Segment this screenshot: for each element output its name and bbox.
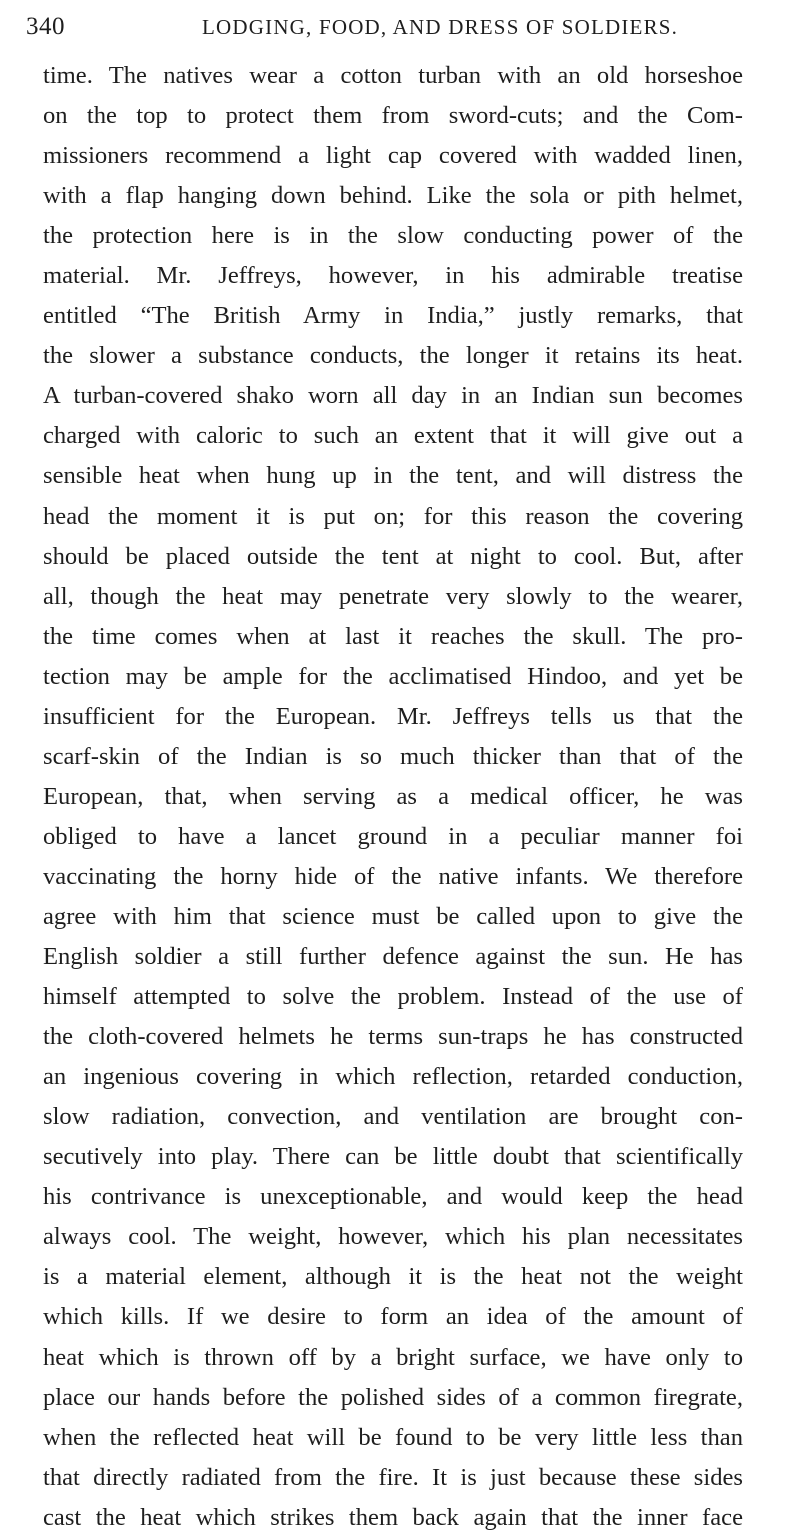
running-title: LODGING, FOOD, AND DRESS OF SOLDIERS.	[202, 15, 679, 39]
text-line: English soldier a still further defence against the sun. He has	[43, 943, 743, 971]
running-head	[26, 10, 746, 44]
text-line: slow radiation, convection, and ventilation are brought con-	[43, 1103, 743, 1131]
text-line: the cloth-covered helmets he terms sun-traps he has constructed	[43, 1023, 743, 1051]
text-line: when the reflected heat will be found to be very little less than	[43, 1423, 743, 1451]
text-line: should be placed outside the tent at night to cool. But, after	[43, 542, 743, 570]
text-line: is a material element, although it is the heat not the weight	[43, 1263, 743, 1291]
body-text	[43, 56, 743, 1538]
text-line: A turban-covered shako worn all day in an Indian sun becomes	[43, 382, 743, 410]
text-line: head the moment it is put on; for this reason the covering	[43, 502, 743, 530]
text-line: all, though the heat may penetrate very slowly to the wearer,	[43, 582, 743, 610]
text-line: vaccinating the horny hide of the native infants. We therefore	[43, 862, 743, 890]
text-line: the slower a substance conducts, the longer it retains its heat.	[43, 342, 743, 370]
text-line: material. Mr. Jeffreys, however, in his admirable treatise	[43, 262, 743, 290]
text-line: tection may be ample for the acclimatised Hindoo, and yet be	[43, 662, 743, 690]
text-line: missioners recommend a light cap covered with wadded linen,	[43, 142, 743, 170]
text-line: insufficient for the European. Mr. Jeffreys tells us that the	[43, 702, 743, 730]
text-line: time. The natives wear a cotton turban with an old horseshoe	[43, 62, 743, 89]
text-line: agree with him that science must be called upon to give the	[43, 902, 743, 930]
text-line: heat which is thrown off by a bright surface, we have only to	[43, 1343, 743, 1371]
text-line: his contrivance is unexceptionable, and would keep the head	[43, 1183, 743, 1211]
text-line: secutively into play. There can be little doubt that scientifically	[43, 1143, 743, 1171]
text-line: always cool. The weight, however, which his plan necessitates	[43, 1223, 743, 1251]
page-number: 340	[26, 13, 65, 40]
text-line: which kills. If we desire to form an idea of the amount of	[43, 1303, 743, 1331]
text-line: scarf-skin of the Indian is so much thicker than that of the	[43, 742, 743, 770]
text-line: that directly radiated from the fire. It is just because these sides	[43, 1463, 743, 1491]
text-line: himself attempted to solve the problem. Instead of the use of	[43, 983, 743, 1011]
text-line: with a flap hanging down behind. Like the sola or pith helmet,	[43, 182, 743, 210]
text-line: on the top to protect them from sword-cuts; and the Com-	[43, 102, 743, 130]
text-line: sensible heat when hung up in the tent, and will distress the	[43, 462, 743, 490]
text-line: an ingenious covering in which reflection, retarded conduction,	[43, 1063, 743, 1091]
text-line: charged with caloric to such an extent that it will give out a	[43, 422, 743, 450]
text-line: the protection here is in the slow conducting power of the	[43, 222, 743, 250]
text-line: entitled “The British Army in India,” justly remarks, that	[43, 302, 743, 330]
text-line: European, that, when serving as a medical officer, he was	[43, 782, 743, 810]
text-line: the time comes when at last it reaches the skull. The pro-	[43, 622, 743, 650]
text-line: obliged to have a lancet ground in a peculiar manner foi	[43, 822, 743, 850]
text-line: place our hands before the polished sides of a common firegrate,	[43, 1383, 743, 1411]
text-line: cast the heat which strikes them back again that the inner face	[43, 1503, 743, 1531]
